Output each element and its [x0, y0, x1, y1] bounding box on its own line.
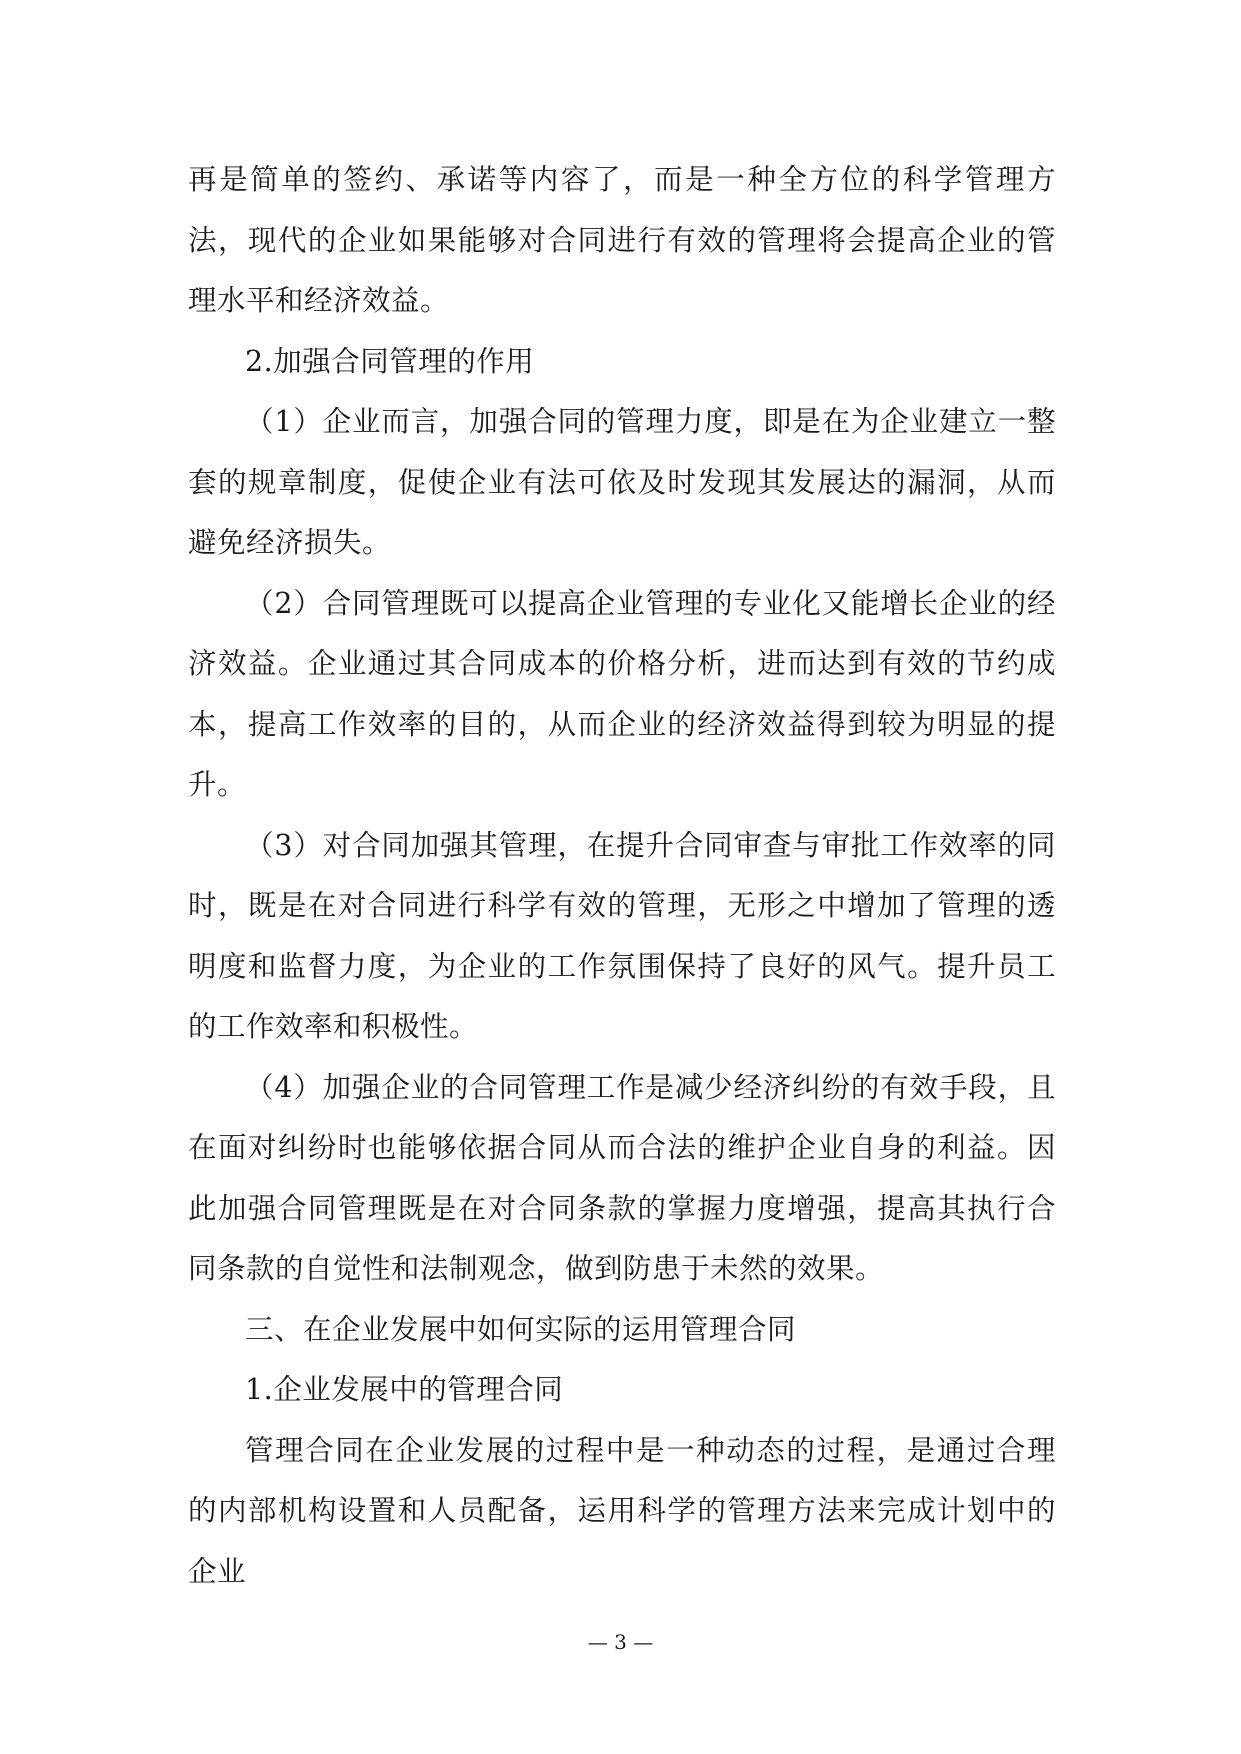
section-heading-2: 2.加强合同管理的作用	[245, 344, 535, 378]
chapter-heading-3: 三、在企业发展中如何实际的运用管理合同	[245, 1312, 797, 1346]
paragraph-continuation: 再是简单的签约、承诺等内容了，而是一种全方位的科学管理方法，现代的企业如果能够对合同进行有效的管理将会提高企业的管理水平和经济效益。	[188, 163, 1056, 317]
page-number: — 3 —	[587, 1630, 654, 1654]
section-heading-1: 1.企业发展中的管理合同	[245, 1373, 564, 1406]
paragraph-item-1: （1）企业而言，加强合同的管理力度，即是在为企业建立一整套的规章制度，促使企业有法可依及时发现其发展达的漏洞，从而避免经济损失。	[188, 405, 1056, 559]
paragraph-item-2: （2）合同管理既可以提高企业管理的专业化又能增长企业的经济效益。企业通过其合同成本的价格分析，进而达到有效的节约成本，提高工作效率的目的，从而企业的经济效益得到较为明显的提升。	[188, 586, 1056, 801]
paragraph-body: 管理合同在企业发展的过程中是一种动态的过程，是通过合理的内部机构设置和人员配备，运用科学的管理方法来完成计划中的企业	[188, 1433, 1056, 1588]
paragraph-item-4: （4）加强企业的合同管理工作是减少经济纠纷的有效手段，且在面对纠纷时也能够依据合同从而合法的维护企业自身的利益。因此加强合同管理既是在对合同条款的掌握力度增强，提高其执行合同条款的自觉性和法制观念，做到防患于未然的效果。	[188, 1070, 1056, 1285]
paragraph-item-3: （3）对合同加强其管理，在提升合同审查与审批工作效率的同时，既是在对合同进行科学有效的管理，无形之中增加了管理的透明度和监督力度，为企业的工作氛围保持了良好的风气。提升员工的工作效率和积极性。	[188, 828, 1056, 1043]
page-body	[188, 150, 1056, 1602]
